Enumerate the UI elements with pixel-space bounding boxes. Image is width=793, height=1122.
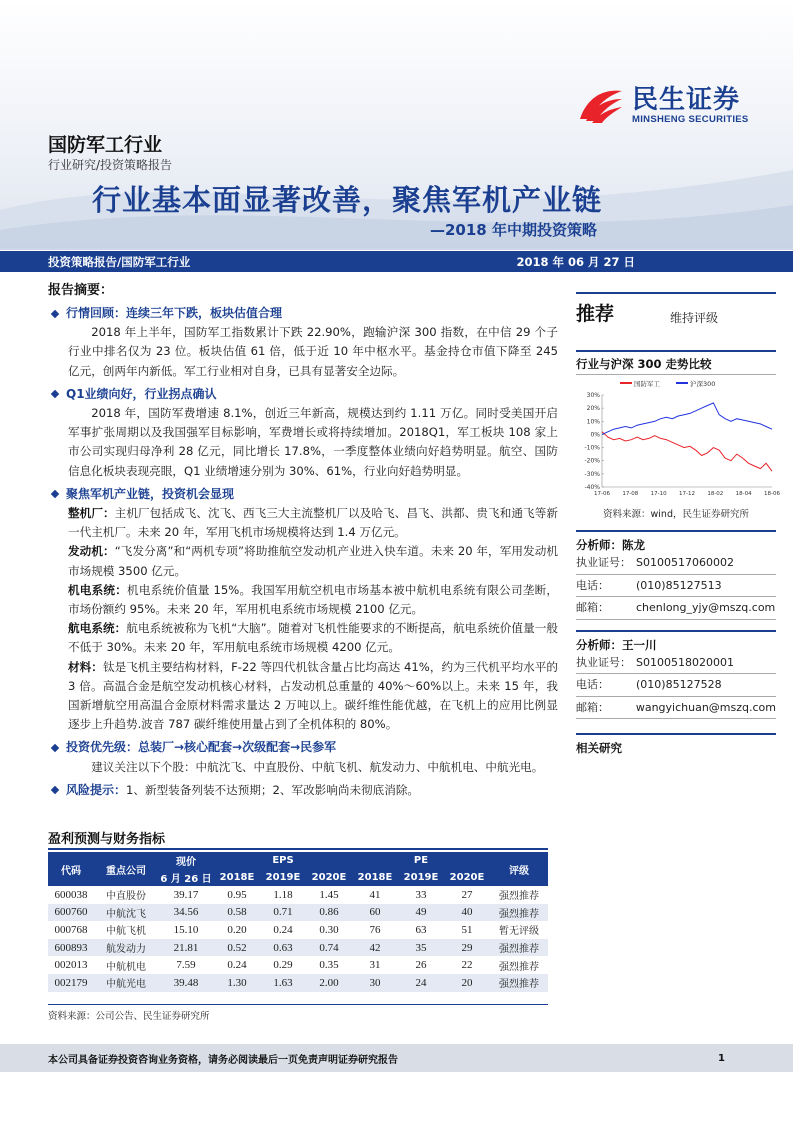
th-eps: EPS	[214, 852, 352, 869]
x-tick-label: 18-04	[735, 491, 752, 497]
sub-item-text: 机电系统价值量 15%。我国军用航空机电市场基本被中航机电系统有限公司垄断，市场份额约 95%。未来 20 年，军用机电系统市场规模 2100 亿元。	[68, 582, 558, 617]
industry-label: 国防军工行业	[48, 134, 163, 156]
summary-section-priority	[48, 738, 558, 776]
th-year: 2018E	[214, 869, 260, 886]
section-heading: 风险提示：	[66, 782, 127, 797]
table-cell: 强烈推荐	[490, 904, 548, 922]
table-row	[48, 939, 548, 957]
x-tick-label: 17-06	[594, 491, 610, 497]
table-cell: 0.63	[260, 939, 306, 957]
legend-label: 沪深300	[690, 380, 716, 388]
financials-source: 资料来源：公司公告、民生证券研究所	[48, 1011, 210, 1022]
table-cell: 航发动力	[94, 939, 158, 957]
table-cell: 20	[444, 974, 490, 992]
sub-item-engine	[48, 542, 558, 580]
sub-item-text: 钛是飞机主要结构材料，F-22 等四代机钛含量占比均高达 41%，约为三代机平均水平的 3 倍。高温合金是航空发动机核心材料，占发动机总重量的 40%～60%以上。未来 15 年，我国新增航空用高温合金原材料需求量达 2 万吨以上。碳纤维性能优越，在飞机上的应用比例显逐步上升趋势.波音 787 碳纤维使用量占到了全机体积的 80%。	[68, 659, 558, 732]
financials-bottom-rule	[48, 1004, 548, 1005]
diamond-bullet-icon	[51, 390, 59, 398]
analyst-2-phone	[576, 674, 776, 697]
th-year: 2019E	[260, 869, 306, 886]
x-tick-label: 17-12	[679, 491, 695, 497]
series-line-defense	[602, 432, 772, 471]
th-year: 2020E	[306, 869, 352, 886]
page-footer	[0, 1044, 793, 1072]
analyst-2-license	[576, 652, 776, 675]
table-cell: 26	[415, 959, 427, 972]
table-cell: 29	[444, 939, 490, 957]
table-cell: 0.74	[306, 939, 352, 957]
page-subtitle: —2018 年中期投资策略	[430, 221, 597, 239]
table-cell: 42	[352, 939, 398, 957]
table-cell: 33	[415, 888, 427, 901]
summary-section-market-review	[48, 304, 558, 381]
table-cell: 1.18	[273, 888, 293, 901]
financials-title: 盈利预测与财务指标	[48, 832, 166, 847]
sub-item-key: 航电系统：	[68, 621, 127, 636]
table-row	[48, 974, 548, 992]
section-paragraph: 建议关注以下个股：中航沈飞、中直股份、中航飞机、航发动力、中航机电、中航光电。	[91, 759, 544, 774]
summary-label: 报告摘要：	[48, 283, 114, 298]
financials-table	[48, 852, 548, 992]
brand-logo	[576, 80, 786, 130]
sidebar	[576, 292, 780, 755]
analyst-2-heading: 分析师：王一川	[576, 630, 776, 652]
table-cell: 0.35	[319, 959, 339, 972]
section-heading: 行情回顾：连续三年下跌，板块估值合理	[66, 306, 283, 320]
table-cell: 002013	[54, 959, 88, 972]
field-value[interactable]: wangyichuan@mszq.com	[635, 700, 776, 714]
sub-item-airframe	[48, 504, 558, 542]
th-rating: 评级	[490, 852, 548, 886]
field-value: S0100517060002	[636, 556, 734, 569]
analyst-2-email	[576, 697, 776, 720]
field-key: 执业证号：	[576, 655, 631, 669]
y-tick-label: -10%	[584, 444, 600, 452]
performance-chart-svg	[576, 375, 780, 505]
table-cell: 中航沈飞	[94, 904, 158, 922]
table-cell: 63	[415, 923, 427, 936]
report-info-bar	[0, 251, 793, 272]
table-cell: 21.81	[158, 939, 214, 957]
report-date: 2018 年 06 月 27 日	[516, 254, 635, 269]
table-cell: 2.00	[306, 974, 352, 992]
table-cell: 强烈推荐	[490, 974, 548, 992]
y-tick-label: -40%	[584, 484, 600, 491]
analyst-1-email	[576, 597, 776, 620]
related-research-heading: 相关研究	[576, 733, 776, 755]
analyst-1-phone	[576, 575, 776, 598]
table-cell: 000768	[54, 923, 88, 936]
sub-item-electromech	[48, 581, 558, 619]
page-title: 行业基本面显著改善，聚焦军机产业链	[92, 183, 603, 217]
series-line-hs300	[602, 403, 772, 435]
table-cell: 15.10	[173, 923, 199, 936]
sub-item-materials	[48, 658, 558, 735]
sub-item-key: 整机厂：	[68, 506, 115, 521]
table-cell: 39.17	[173, 888, 199, 901]
sub-item-avionics	[48, 619, 558, 657]
y-tick-label: 0%	[590, 431, 600, 439]
analyst-1-heading: 分析师：陈龙	[576, 530, 776, 552]
table-row	[48, 956, 548, 974]
table-cell: 35	[398, 939, 444, 957]
field-value: (010)85127513	[636, 578, 722, 592]
field-key: 执业证号：	[576, 556, 631, 569]
table-cell: 24	[398, 974, 444, 992]
table-row	[48, 921, 548, 939]
table-cell: 600893	[48, 939, 94, 957]
summary-section-risk	[48, 781, 558, 800]
field-key: 邮箱：	[576, 700, 609, 714]
diamond-bullet-icon	[51, 786, 59, 794]
diamond-bullet-icon	[51, 309, 59, 317]
th-code: 代码	[48, 852, 94, 886]
summary-section-aircraft-chain	[48, 485, 558, 735]
table-cell: 0.58	[214, 904, 260, 922]
th-year: 2019E	[398, 869, 444, 886]
table-cell: 0.95	[227, 888, 247, 901]
risk-text: 1、新型装备列装不达预期；2、军改影响尚未彻底消除。	[126, 782, 420, 797]
y-tick-label: 10%	[586, 418, 600, 426]
table-cell: 强烈推荐	[490, 939, 548, 957]
table-cell: 34.56	[158, 904, 214, 922]
performance-chart	[576, 374, 780, 504]
table-cell: 22	[461, 959, 473, 972]
diamond-bullet-icon	[51, 490, 59, 498]
sub-item-text: “飞发分离”和“两机专项”将助推航空发动机产业进入快车道。未来 20 年，军用发动机市场规模 3500 亿元。	[68, 544, 558, 578]
sub-item-text: 主机厂包括成飞、沈飞、西飞三大主流整机厂以及哈飞、昌飞、洪都、贵飞和通飞等新一代主机厂。未来 20 年，军用飞机市场规模将达到 1.4 万亿元。	[68, 506, 558, 540]
page-number: 1	[718, 1052, 725, 1064]
table-cell: 中航飞机	[106, 926, 146, 938]
table-cell: 76	[369, 923, 381, 936]
th-company: 重点公司	[94, 852, 158, 886]
field-value: (010)85127528	[636, 678, 722, 691]
th-year: 2020E	[444, 869, 490, 886]
rating-sub: 维持评级	[670, 311, 719, 325]
table-cell: 30	[352, 974, 398, 992]
summary-body	[48, 300, 558, 800]
table-row	[48, 904, 548, 922]
x-tick-label: 18-06	[764, 491, 780, 497]
y-tick-label: -30%	[584, 470, 600, 478]
brand-name-cn: 民生证券	[632, 84, 741, 115]
table-cell: 中直股份	[106, 891, 146, 903]
sub-item-key: 机电系统：	[68, 582, 128, 597]
y-tick-label: -20%	[584, 457, 600, 465]
field-key: 电话：	[576, 578, 609, 592]
table-cell: 强烈推荐	[499, 961, 539, 973]
sub-item-key: 发动机：	[68, 544, 115, 559]
table-cell: 600038	[54, 888, 88, 901]
field-value: S0100518020001	[636, 655, 734, 669]
table-cell: 中航机电	[106, 961, 146, 973]
report-type: 行业研究/投资策略报告	[48, 158, 173, 172]
diamond-bullet-icon	[51, 744, 59, 752]
rating-box	[576, 292, 776, 336]
footer-disclaimer: 本公司具备证券投资咨询业务资格，请务必阅读最后一页免责声明证券研究报告	[48, 1054, 398, 1066]
table-cell: 0.86	[306, 904, 352, 922]
sub-item-text: 航电系统被称为飞机“大脑”。随着对飞机性能要求的不断提高，航电系统价值量一般不低于 30%。未来 20 年，军用航电系统市场规模 4200 亿元。	[68, 621, 558, 655]
table-cell: 强烈推荐	[499, 891, 539, 903]
table-cell: 600760	[48, 904, 94, 922]
table-cell: 39.48	[158, 974, 214, 992]
section-paragraph: 2018 年上半年，国防军工指数累计下跌 22.90%，跑输沪深 300 指数，在中信 29 个子行业中排名仅为 23 位。板块估值 61 倍，低于近 10 年中枢水平。基金持仓市值下降至 245 亿元，创两年内新低。军工行业相对自身，已具有显著安全边际。	[68, 325, 558, 378]
table-cell: 40	[444, 904, 490, 922]
y-tick-label: 30%	[586, 392, 600, 399]
th-year: 2018E	[352, 869, 398, 886]
table-cell: 49	[398, 904, 444, 922]
summary-section-q1	[48, 385, 558, 481]
table-row	[48, 886, 548, 904]
sub-item-key: 材料：	[68, 659, 103, 674]
table-cell: 27	[461, 888, 473, 901]
table-cell: 0.20	[227, 923, 247, 936]
x-tick-label: 17-10	[650, 491, 667, 497]
analyst-1-license	[576, 552, 776, 575]
table-cell: 1.63	[260, 974, 306, 992]
section-heading: Q1业绩向好，行业拐点确认	[66, 386, 217, 401]
table-cell: 7.59	[176, 959, 196, 972]
x-tick-label: 18-02	[707, 491, 724, 497]
report-category: 投资策略报告/国防军工行业	[48, 254, 191, 269]
table-cell: 1.45	[319, 888, 339, 901]
table-cell: 暂无评级	[499, 926, 539, 938]
table-cell: 0.52	[214, 939, 260, 957]
th-price: 现价	[158, 852, 214, 869]
brand-logo-mark-icon	[576, 85, 626, 125]
rating-main: 推荐	[576, 303, 615, 325]
th-price-date: 6 月 26 日	[158, 869, 214, 886]
brand-name-en: MINSHENG SECURITIES	[632, 113, 749, 125]
section-paragraph: 2018 年，国防军费增速 8.1%，创近三年新高，规模达到约 1.11 万亿。同时受美国开启军事扩张周期以及我国强军目标影响，军费增长或将持续增加。2018Q1，军工板块 108 家上市公司实现归母净利 28 亿元，同比增长 17.8%，一季度整体业绩向好趋势明显。航空、国防信息化板块表现亮眼，Q1 业绩增速分别为 30%、61%，行业向好趋势明显。	[68, 406, 558, 478]
x-tick-label: 17-08	[622, 491, 639, 497]
table-cell: 002179	[48, 974, 94, 992]
section-heading: 聚焦军机产业链，投资机会显现	[66, 486, 235, 501]
table-cell: 0.24	[227, 959, 247, 972]
field-value[interactable]: chenlong_yjy@mszq.com	[636, 601, 776, 614]
table-cell: 1.30	[214, 974, 260, 992]
table-cell: 31	[369, 959, 381, 972]
table-cell: 0.71	[260, 904, 306, 922]
field-key: 电话：	[576, 678, 609, 691]
th-pe: PE	[352, 852, 490, 869]
table-cell: 60	[352, 904, 398, 922]
table-cell: 0.24	[273, 923, 293, 936]
field-key: 邮箱：	[576, 601, 609, 614]
table-cell: 51	[461, 923, 473, 936]
table-cell: 中航光电	[94, 974, 158, 992]
legend-label: 国防军工	[634, 380, 660, 388]
chart-source: 资料来源：wind，民生证券研究所	[603, 509, 749, 520]
y-tick-label: 20%	[586, 405, 600, 413]
chart-title: 行业与沪深 300 走势比较	[576, 350, 776, 372]
financials-rule	[48, 848, 548, 850]
section-heading: 投资优先级：总装厂→核心配套→次级配套→民参军	[66, 740, 337, 755]
table-cell: 0.30	[319, 923, 339, 936]
table-cell: 41	[369, 888, 381, 901]
table-cell: 0.29	[273, 959, 293, 972]
